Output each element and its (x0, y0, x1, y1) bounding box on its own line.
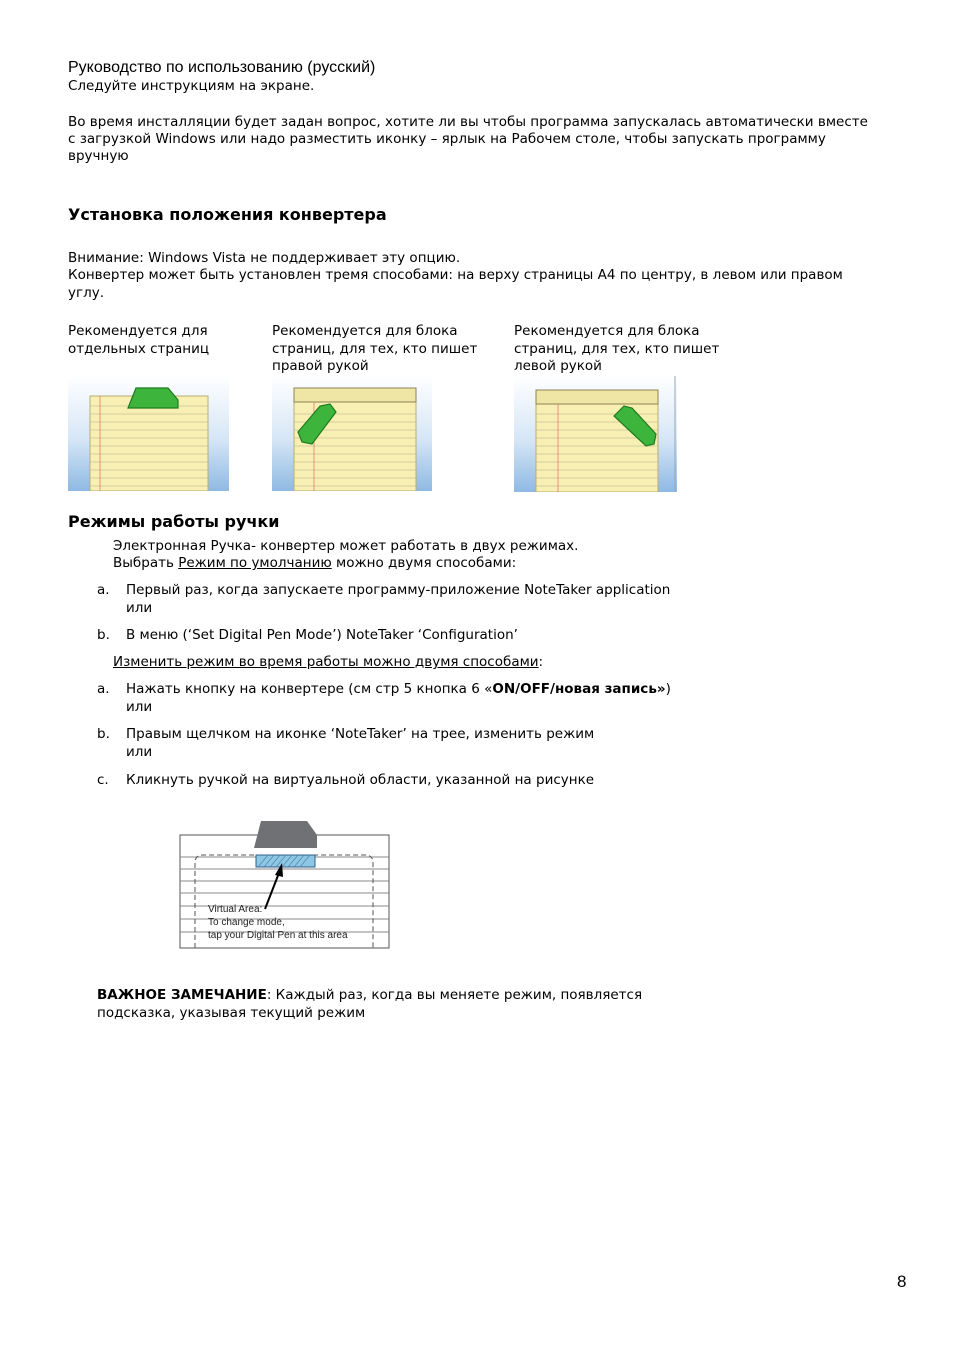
converter-center-image (68, 376, 229, 491)
converter-line-1: Конвертер может быть установлен тремя способами: на верху страницы А4 по центру, в левом или правом (68, 267, 843, 283)
converter-left-corner-image (272, 376, 432, 491)
list-marker: b. (97, 726, 110, 742)
list-item: c. Кликнуть ручкой на виртуальной области, указанной на рисунке (97, 772, 595, 788)
list-marker: c. (97, 772, 109, 788)
modes-intro-1: Электронная Ручка- конвертер может работать в двух режимах. (113, 538, 579, 554)
list-marker: a. (97, 681, 110, 697)
virtual-area-zone (256, 855, 315, 867)
converter-device-icon (254, 821, 317, 848)
converter-right-corner-image (514, 376, 677, 492)
list-item: b. Правым щелчком на иконке ‘NoteTaker’ на трее, изменить режим или (97, 726, 595, 760)
list-marker: a. (97, 582, 110, 598)
modes-intro-2: Выбрать Режим по умолчанию можно двумя способами: (113, 555, 517, 571)
important-label: ВАЖНОЕ ЗАМЕЧАНИЕ (97, 987, 267, 1003)
follow-instructions: Следуйте инструкциям на экране. (68, 78, 315, 94)
install-line-1: Во время инсталляции будет задан вопрос, хотите ли вы чтобы программа запускалась автоматически вместе (68, 114, 868, 130)
change-mode-intro: Изменить режим во время работы можно двумя способами: (113, 654, 544, 670)
install-line-2: с загрузкой Windows или надо разместить иконку – ярлык на Рабочем столе, чтобы запускать программу (68, 131, 826, 147)
caption-right-handed: Рекомендуется для блока страниц, для тех, кто пишет правой рукой (272, 323, 478, 374)
modes-heading: Режимы работы ручки (68, 512, 280, 531)
change-mode-link: Изменить режим во время работы можно двумя способами (113, 654, 539, 670)
list-item: b. В меню (‘Set Digital Pen Mode’) NoteTaker ‘Configuration’ (97, 627, 518, 643)
list-item: a. Первый раз, когда запускаете программу-приложение NoteTaker application или (97, 582, 671, 616)
important-note: ВАЖНОЕ ЗАМЕЧАНИЕ: Каждый раз, когда вы меняете режим, появляется подсказка, указывая текущий режим (97, 987, 643, 1021)
install-line-3: вручную (68, 148, 129, 164)
caption-single-pages: Рекомендуется для отдельных страниц (68, 323, 210, 357)
virtual-area-label: Virtual Area: To change mode, tap your Digital Pen at this area (208, 904, 348, 941)
converter-clip-icon (128, 388, 178, 408)
list-item: a. Нажать кнопку на конвертере (см стр 5 кнопка 6 «ON/OFF/новая запись») или (97, 681, 671, 715)
list-marker: b. (97, 627, 110, 643)
default-mode-link: Режим по умолчанию (178, 555, 332, 571)
converter-heading: Установка положения конвертера (68, 205, 387, 224)
document-title: Руководство по использованию (русский) (68, 59, 376, 76)
converter-line-2: углу. (68, 285, 104, 301)
caption-left-handed: Рекомендуется для блока страниц, для тех, кто пишет левой рукой (514, 323, 720, 374)
vista-note: Внимание: Windows Vista не поддерживает эту опцию. (68, 250, 461, 266)
page-number: 8 (897, 1272, 907, 1291)
